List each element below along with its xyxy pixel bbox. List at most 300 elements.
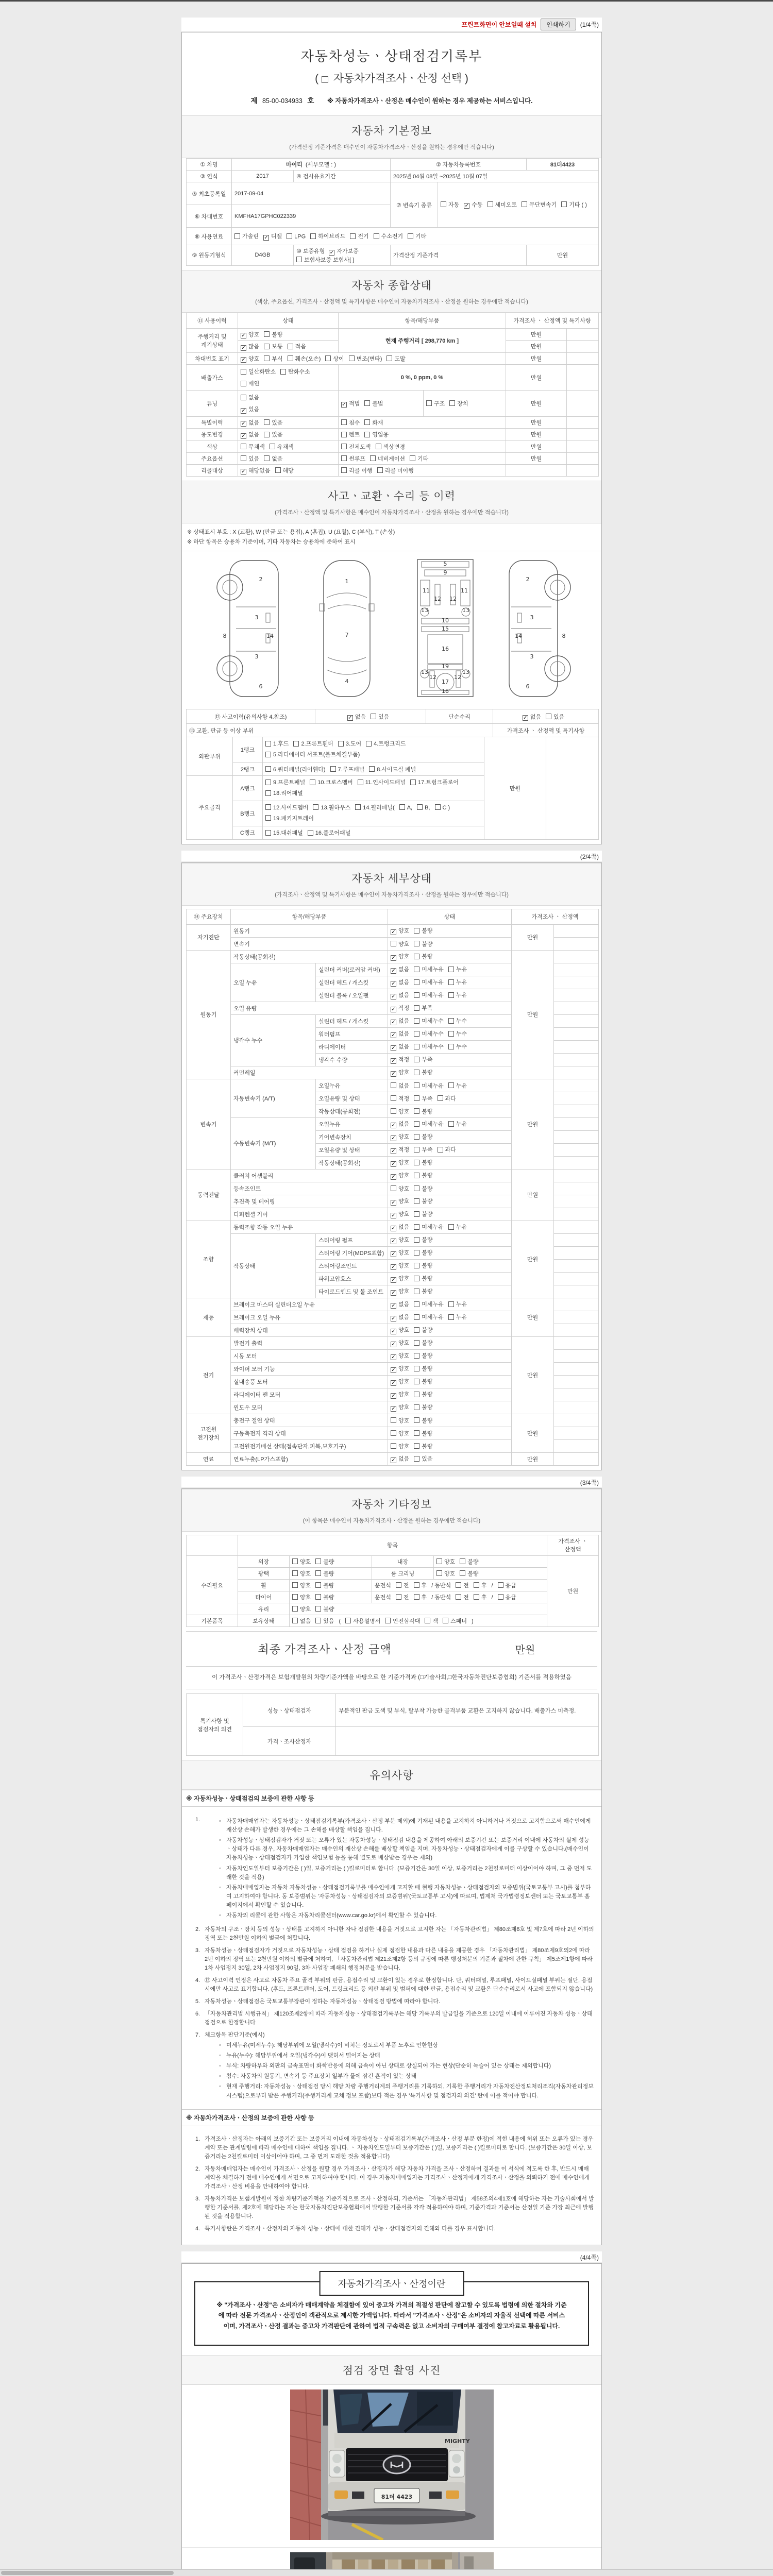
checkbox-option[interactable] — [414, 1107, 432, 1115]
checkbox-option[interactable] — [417, 803, 430, 814]
checkbox-option[interactable] — [414, 1145, 432, 1154]
checkbox-checked-icon[interactable] — [391, 1393, 396, 1399]
checkbox-icon[interactable] — [341, 467, 347, 473]
checkbox-option[interactable] — [414, 1261, 432, 1269]
checkbox-checked-icon[interactable] — [391, 1045, 396, 1051]
checkbox-checked-icon[interactable] — [241, 357, 246, 363]
checkbox-icon[interactable] — [385, 1618, 391, 1623]
checkbox-option[interactable] — [369, 765, 416, 773]
checkbox-option[interactable] — [241, 354, 259, 363]
checkbox-option[interactable] — [292, 1581, 311, 1589]
scrollbar-thumb[interactable] — [1, 2571, 174, 2575]
checkbox-checked-icon[interactable] — [241, 433, 246, 439]
checkbox-option[interactable] — [310, 777, 352, 788]
checkbox-option[interactable] — [341, 418, 360, 427]
checkbox-option[interactable] — [391, 1261, 409, 1270]
checkbox-icon[interactable] — [265, 779, 271, 785]
checkbox-icon[interactable] — [426, 400, 432, 406]
checkbox-option[interactable] — [414, 978, 444, 986]
checkbox-icon[interactable] — [386, 355, 392, 361]
checkbox-icon[interactable] — [264, 355, 270, 361]
checkbox-option[interactable] — [315, 1581, 334, 1589]
checkbox-checked-icon[interactable] — [391, 1239, 396, 1244]
checkbox-icon[interactable] — [414, 1417, 419, 1423]
checkbox-checked-icon[interactable] — [391, 1071, 396, 1077]
checkbox-option[interactable] — [350, 232, 368, 240]
checkbox-checked-icon[interactable] — [241, 408, 246, 414]
checkbox-option[interactable] — [270, 443, 294, 451]
checkbox-option[interactable] — [414, 1029, 444, 1038]
checkbox-icon[interactable] — [414, 1250, 419, 1256]
checkbox-option[interactable] — [374, 232, 404, 240]
checkbox-option[interactable] — [385, 1617, 420, 1625]
checkbox-icon[interactable] — [391, 1443, 396, 1449]
checkbox-icon[interactable] — [241, 455, 246, 461]
checkbox-icon[interactable] — [408, 233, 413, 239]
checkbox-option[interactable] — [391, 991, 409, 999]
checkbox-option[interactable] — [265, 828, 303, 837]
checkbox-icon[interactable] — [264, 455, 270, 461]
checkbox-checked-icon[interactable] — [347, 715, 353, 721]
checkbox-icon[interactable] — [414, 1392, 419, 1397]
checkbox-option[interactable] — [414, 1004, 432, 1012]
checkbox-icon[interactable] — [448, 1031, 454, 1037]
checkbox-option[interactable] — [391, 1300, 409, 1309]
checkbox-option[interactable] — [391, 926, 409, 935]
checkbox-checked-icon[interactable] — [241, 333, 246, 338]
checkbox-option[interactable] — [355, 803, 394, 814]
checkbox-icon[interactable] — [438, 1147, 443, 1153]
checkbox-icon[interactable] — [364, 432, 370, 437]
checkbox-icon[interactable] — [265, 804, 271, 810]
checkbox-option[interactable] — [280, 367, 310, 376]
checkbox-icon[interactable] — [436, 1570, 442, 1576]
checkbox-option[interactable] — [364, 430, 389, 438]
checkbox-option[interactable] — [546, 713, 564, 721]
checkbox-option[interactable] — [464, 199, 482, 211]
checkbox-icon[interactable] — [292, 1558, 298, 1564]
checkbox-option[interactable] — [426, 399, 445, 408]
checkbox-option[interactable] — [414, 1377, 432, 1385]
checkbox-option[interactable] — [349, 354, 382, 363]
checkbox-checked-icon[interactable] — [241, 469, 246, 474]
checkbox-icon[interactable] — [448, 992, 454, 998]
checkbox-icon[interactable] — [414, 1070, 419, 1075]
checkbox-checked-icon[interactable] — [391, 1329, 396, 1334]
checkbox-option[interactable] — [391, 1184, 409, 1193]
checkbox-option[interactable] — [391, 965, 409, 974]
checkbox-icon[interactable] — [391, 1108, 396, 1114]
checkbox-option[interactable] — [377, 466, 414, 474]
checkbox-icon[interactable] — [414, 1582, 419, 1588]
checkbox-icon[interactable] — [370, 455, 376, 461]
checkbox-checked-icon[interactable] — [341, 402, 347, 408]
checkbox-icon[interactable] — [358, 779, 363, 785]
checkbox-icon[interactable] — [414, 1198, 419, 1204]
checkbox-option[interactable] — [313, 803, 350, 814]
checkbox-option[interactable] — [241, 342, 259, 351]
checkbox-option[interactable] — [438, 1094, 456, 1103]
checkbox-checked-icon[interactable] — [391, 1264, 396, 1270]
checkbox-checked-icon[interactable] — [391, 1058, 396, 1064]
checkbox-icon[interactable] — [341, 455, 347, 461]
checkbox-option[interactable] — [263, 232, 282, 241]
checkbox-option[interactable] — [414, 1132, 432, 1141]
checkbox-option[interactable] — [264, 418, 282, 427]
checkbox-icon[interactable] — [341, 419, 347, 425]
checkbox-option[interactable] — [391, 1454, 409, 1463]
checkbox-option[interactable] — [315, 1557, 334, 1566]
checkbox-option[interactable] — [410, 454, 428, 463]
checkbox-option[interactable] — [448, 978, 467, 986]
checkbox-option[interactable] — [391, 1132, 409, 1141]
checkbox-option[interactable] — [241, 443, 265, 451]
checkbox-option[interactable] — [414, 926, 432, 935]
checkbox-icon[interactable] — [414, 941, 419, 946]
checkbox-option[interactable] — [347, 713, 366, 721]
checkbox-option[interactable] — [288, 354, 321, 363]
checkbox-icon[interactable] — [288, 344, 293, 349]
checkbox-checked-icon[interactable] — [391, 1342, 396, 1347]
checkbox-option[interactable] — [265, 814, 314, 824]
checkbox-icon[interactable] — [414, 1121, 419, 1127]
horizontal-scrollbar[interactable] — [0, 2569, 773, 2576]
checkbox-icon[interactable] — [414, 1404, 419, 1410]
checkbox-icon[interactable] — [265, 815, 271, 821]
checkbox-icon[interactable] — [234, 233, 240, 239]
checkbox-option[interactable] — [241, 466, 271, 475]
checkbox-option[interactable] — [391, 1171, 409, 1180]
checkbox-checked-icon[interactable] — [391, 1032, 396, 1038]
checkbox-option[interactable] — [275, 466, 294, 474]
checkbox-option[interactable] — [414, 965, 444, 973]
checkbox-icon[interactable] — [414, 1327, 419, 1333]
checkbox-option[interactable] — [391, 1107, 409, 1115]
checkbox-option[interactable] — [414, 1581, 427, 1589]
checkbox-icon[interactable] — [391, 941, 396, 946]
checkbox-option[interactable] — [410, 777, 459, 788]
checkbox-option[interactable] — [325, 354, 344, 363]
checkbox-option[interactable] — [438, 1145, 456, 1154]
checkbox-option[interactable] — [456, 1593, 469, 1601]
checkbox-icon[interactable] — [414, 1082, 419, 1088]
checkbox-option[interactable] — [241, 393, 259, 401]
checkbox-option[interactable] — [391, 1313, 409, 1321]
checkbox-option[interactable] — [414, 1235, 432, 1244]
checkbox-icon[interactable] — [414, 1031, 419, 1037]
checkbox-checked-icon[interactable] — [391, 1007, 396, 1012]
checkbox-option[interactable] — [414, 1274, 432, 1282]
checkbox-icon[interactable] — [315, 1606, 321, 1612]
checkbox-option[interactable] — [399, 803, 412, 814]
checkbox-option[interactable] — [391, 1081, 409, 1090]
checkbox-option[interactable] — [308, 828, 350, 837]
checkbox-option[interactable] — [341, 443, 371, 451]
checkbox-option[interactable] — [265, 788, 303, 799]
checkbox-option[interactable] — [391, 1068, 409, 1077]
checkbox-icon[interactable] — [265, 766, 271, 772]
checkbox-option[interactable] — [292, 1569, 311, 1578]
checkbox-icon[interactable] — [265, 830, 271, 836]
checkbox-icon[interactable] — [265, 790, 271, 796]
checkbox-option[interactable] — [265, 739, 289, 750]
checkbox-option[interactable] — [391, 1377, 409, 1386]
checkbox-option[interactable] — [414, 952, 432, 960]
checkbox-icon[interactable] — [443, 1618, 448, 1623]
checkbox-option[interactable] — [414, 1184, 432, 1193]
checkbox-option[interactable] — [338, 739, 361, 750]
checkbox-icon[interactable] — [374, 233, 379, 239]
checkbox-icon[interactable] — [350, 233, 356, 239]
checkbox-icon[interactable] — [315, 1618, 321, 1623]
checkbox-icon[interactable] — [498, 1582, 503, 1588]
checkbox-icon[interactable] — [308, 830, 313, 836]
checkbox-option[interactable] — [456, 1581, 469, 1589]
checkbox-option[interactable] — [522, 199, 557, 211]
checkbox-option[interactable] — [414, 1055, 432, 1063]
checkbox-option[interactable] — [448, 991, 467, 999]
checkbox-checked-icon[interactable] — [391, 1123, 396, 1128]
checkbox-icon[interactable] — [410, 455, 415, 461]
checkbox-checked-icon[interactable] — [391, 955, 396, 961]
checkbox-icon[interactable] — [241, 444, 246, 449]
checkbox-icon[interactable] — [315, 1558, 321, 1564]
checkbox-option[interactable] — [523, 713, 541, 721]
checkbox-icon[interactable] — [341, 432, 347, 437]
checkbox-icon[interactable] — [474, 1594, 479, 1600]
checkbox-icon[interactable] — [349, 355, 355, 361]
checkbox-icon[interactable] — [460, 1570, 465, 1576]
checkbox-checked-icon[interactable] — [391, 1213, 396, 1218]
checkbox-option[interactable] — [391, 1390, 409, 1399]
checkbox-icon[interactable] — [366, 741, 372, 747]
checkbox-option[interactable] — [391, 1042, 409, 1051]
checkbox-icon[interactable] — [315, 1570, 321, 1576]
checkbox-option[interactable] — [358, 777, 406, 788]
checkbox-icon[interactable] — [391, 1082, 396, 1088]
checkbox-option[interactable] — [448, 1223, 467, 1231]
checkbox-option[interactable] — [391, 1223, 409, 1231]
checkbox-option[interactable] — [436, 1569, 455, 1578]
checkbox-option[interactable] — [408, 232, 426, 240]
checkbox-option[interactable] — [474, 1593, 487, 1601]
checkbox-option[interactable] — [425, 1617, 438, 1625]
checkbox-icon[interactable] — [315, 1594, 321, 1600]
checkbox-option[interactable] — [391, 1287, 409, 1296]
checkbox-icon[interactable] — [441, 201, 446, 207]
checkbox-option[interactable] — [265, 777, 305, 788]
checkbox-option[interactable] — [364, 399, 383, 408]
checkbox-icon[interactable] — [488, 201, 493, 207]
checkbox-option[interactable] — [448, 1042, 467, 1050]
checkbox-option[interactable] — [391, 1120, 409, 1128]
checkbox-icon[interactable] — [414, 1160, 419, 1165]
checkbox-icon[interactable] — [292, 1594, 298, 1600]
checkbox-option[interactable] — [288, 342, 306, 350]
checkbox-option[interactable] — [391, 1351, 409, 1360]
checkbox-option[interactable] — [376, 443, 406, 451]
checkbox-icon[interactable] — [264, 432, 270, 437]
checkbox-icon[interactable] — [448, 1018, 454, 1024]
checkbox-option[interactable] — [391, 1055, 409, 1064]
checkbox-option[interactable] — [414, 1351, 432, 1360]
checkbox-option[interactable] — [292, 1617, 311, 1625]
checkbox-option[interactable] — [364, 418, 383, 427]
checkbox-option[interactable] — [448, 1300, 467, 1308]
checkbox-checked-icon[interactable] — [391, 1290, 396, 1296]
checkbox-icon[interactable] — [414, 1044, 419, 1049]
checkbox-icon[interactable] — [414, 1134, 419, 1140]
checkbox-option[interactable] — [448, 1120, 467, 1128]
checkbox-icon[interactable] — [345, 1618, 351, 1623]
checkbox-option[interactable] — [292, 1605, 311, 1613]
checkbox-option[interactable] — [414, 1081, 444, 1090]
checkbox-option[interactable] — [448, 1029, 467, 1038]
checkbox-option[interactable] — [435, 803, 450, 814]
checkbox-checked-icon[interactable] — [391, 1020, 396, 1025]
checkbox-icon[interactable] — [292, 1582, 298, 1588]
checkbox-icon[interactable] — [414, 954, 419, 959]
checkbox-icon[interactable] — [438, 1095, 443, 1101]
checkbox-icon[interactable] — [414, 1018, 419, 1024]
checkbox-checked-icon[interactable] — [391, 1161, 396, 1167]
checkbox-icon[interactable] — [417, 804, 423, 810]
checkbox-icon[interactable] — [414, 1108, 419, 1114]
checkbox-option[interactable] — [474, 1581, 487, 1589]
checkbox-option[interactable] — [391, 1029, 409, 1038]
checkbox-icon[interactable] — [414, 1276, 419, 1281]
checkbox-icon[interactable] — [391, 1185, 396, 1191]
checkbox-option[interactable] — [315, 1569, 334, 1578]
checkbox-option[interactable] — [391, 1326, 409, 1334]
checkbox-option[interactable] — [414, 1300, 444, 1308]
checkbox-option[interactable] — [414, 1287, 432, 1295]
checkbox-icon[interactable] — [414, 967, 419, 972]
checkbox-option[interactable] — [443, 1617, 467, 1625]
checkbox-option[interactable] — [241, 367, 276, 376]
checkbox-checked-icon[interactable] — [391, 929, 396, 935]
checkbox-icon[interactable] — [296, 257, 302, 262]
checkbox-icon[interactable] — [280, 369, 286, 375]
checkbox-icon[interactable] — [315, 1582, 321, 1588]
checkbox-icon[interactable] — [546, 714, 551, 719]
checkbox-icon[interactable] — [270, 444, 275, 449]
checkbox-option[interactable] — [234, 232, 259, 240]
checkbox-option[interactable] — [264, 342, 282, 350]
checkbox-icon[interactable] — [241, 369, 246, 375]
checkbox-option[interactable] — [293, 739, 333, 750]
checkbox-option[interactable] — [264, 354, 282, 363]
checkbox-icon[interactable] — [456, 1594, 461, 1600]
checkbox-option[interactable] — [414, 1042, 444, 1050]
checkbox-option[interactable] — [391, 952, 409, 961]
checkbox-option[interactable] — [264, 330, 282, 338]
checkbox-option[interactable] — [391, 1210, 409, 1218]
checkbox-icon[interactable] — [376, 444, 381, 449]
checkbox-option[interactable] — [391, 1364, 409, 1373]
checkbox-option[interactable] — [414, 1120, 444, 1128]
checkbox-icon[interactable] — [414, 992, 419, 998]
checkbox-option[interactable] — [330, 765, 365, 773]
checkbox-checked-icon[interactable] — [241, 345, 246, 351]
checkbox-option[interactable] — [414, 1364, 432, 1372]
checkbox-icon[interactable] — [414, 1366, 419, 1371]
checkbox-checked-icon[interactable] — [263, 235, 269, 241]
checkbox-icon[interactable] — [561, 201, 567, 207]
checkbox-option[interactable] — [414, 1454, 432, 1463]
checkbox-checked-icon[interactable] — [391, 1458, 396, 1463]
checkbox-icon[interactable] — [498, 1594, 503, 1600]
checkbox-icon[interactable] — [414, 1263, 419, 1268]
checkbox-option[interactable] — [265, 765, 326, 773]
checkbox-option[interactable] — [414, 1094, 432, 1103]
checkbox-option[interactable] — [414, 1223, 444, 1231]
checkbox-icon[interactable] — [448, 1044, 454, 1049]
checkbox-icon[interactable] — [414, 1379, 419, 1384]
checkbox-checked-icon[interactable] — [391, 1406, 396, 1412]
checkbox-option[interactable] — [460, 1569, 478, 1578]
checkbox-icon[interactable] — [414, 1057, 419, 1062]
checkbox-option[interactable] — [391, 1338, 409, 1347]
checkbox-option[interactable] — [414, 1158, 432, 1166]
checkbox-checked-icon[interactable] — [391, 1354, 396, 1360]
checkbox-icon[interactable] — [399, 804, 405, 810]
checkbox-icon[interactable] — [414, 1173, 419, 1178]
checkbox-option[interactable] — [366, 739, 406, 750]
checkbox-option[interactable] — [315, 1617, 334, 1625]
checkbox-checked-icon[interactable] — [241, 421, 246, 427]
checkbox-option[interactable] — [264, 454, 282, 463]
checkbox-icon[interactable] — [275, 467, 281, 473]
checkbox-option[interactable] — [498, 1581, 516, 1589]
checkbox-icon[interactable] — [355, 804, 361, 810]
checkbox-option[interactable] — [296, 256, 354, 264]
checkbox-option[interactable] — [414, 1248, 432, 1257]
checkbox-icon[interactable] — [264, 331, 270, 337]
checkbox-icon[interactable] — [414, 1301, 419, 1307]
checkbox-icon[interactable] — [460, 1558, 465, 1564]
checkbox-option[interactable] — [391, 1158, 409, 1167]
checkbox-icon[interactable] — [448, 979, 454, 985]
checkbox-icon[interactable] — [414, 1095, 419, 1101]
checkbox-icon[interactable] — [414, 1353, 419, 1359]
checkbox-option[interactable] — [498, 1593, 516, 1601]
checkbox-option[interactable] — [414, 1210, 432, 1218]
checkbox-option[interactable] — [414, 1068, 432, 1076]
checkbox-checked-icon[interactable] — [329, 250, 334, 256]
checkbox-icon[interactable] — [410, 779, 416, 785]
checkbox-checked-icon[interactable] — [391, 1367, 396, 1373]
checkbox-option[interactable] — [241, 454, 259, 463]
checkbox-option[interactable] — [448, 1016, 467, 1025]
checkbox-option[interactable] — [241, 418, 259, 427]
checkbox-icon[interactable] — [425, 1618, 430, 1623]
checkbox-icon[interactable] — [241, 381, 246, 386]
checkbox-icon[interactable] — [364, 400, 370, 406]
checkbox-checked-icon[interactable] — [391, 1316, 396, 1321]
checkbox-icon[interactable] — [414, 1430, 419, 1436]
checkbox-icon[interactable] — [448, 1082, 454, 1088]
checkbox-icon[interactable] — [330, 766, 336, 772]
checkbox-icon[interactable] — [448, 1301, 454, 1307]
checkbox-option[interactable] — [448, 965, 467, 973]
checkbox-option[interactable] — [329, 247, 359, 256]
checkbox-icon[interactable] — [414, 928, 419, 934]
checkbox-option[interactable] — [391, 1016, 409, 1025]
checkbox-icon[interactable] — [414, 979, 419, 985]
checkbox-option[interactable] — [341, 430, 360, 438]
checkbox-option[interactable] — [370, 454, 405, 463]
